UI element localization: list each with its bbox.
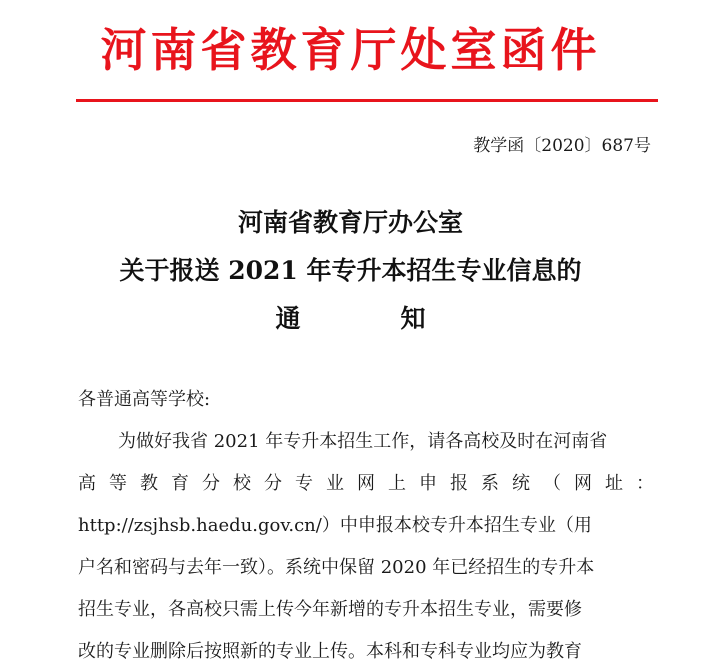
body-paragraph-line: 为做好我省 2021 年专升本招生工作，请各高校及时在河南省: [118, 431, 608, 452]
letterhead-red-rule: [76, 99, 658, 102]
body-paragraph-line: 户名和密码与去年一致）。系统中保留 2020 年已经招生的专升本: [78, 557, 595, 578]
document-title-char-2: 知: [400, 304, 426, 333]
document-title-line-1: 河南省教育厅办公室: [237, 208, 463, 237]
document-title-line-3: [0, 302, 701, 336]
body-paragraph-line: 高等教育分校分专业网上申报系统（网址：: [78, 473, 667, 494]
letterhead-title: 河南省教育厅处室函件: [100, 23, 601, 77]
body-paragraph-line: http://zsjhsb.haedu.gov.cn/）中申报本校专升本招生专业（用: [78, 515, 592, 536]
document-title-line-2: 关于报送 2021 年专升本招生专业信息的: [119, 256, 582, 285]
document-title-char-1: 通: [275, 304, 301, 333]
body-paragraph-line: 招生专业，各高校只需上传今年新增的专升本招生专业，需要修: [78, 599, 582, 620]
document-number: 教学函〔2020〕687号: [473, 136, 651, 156]
salutation: 各普通高等学校:: [78, 389, 211, 410]
body-paragraph-line: 改的专业删除后按照新的专业上传。本科和专科专业均应为教育: [78, 641, 582, 662]
